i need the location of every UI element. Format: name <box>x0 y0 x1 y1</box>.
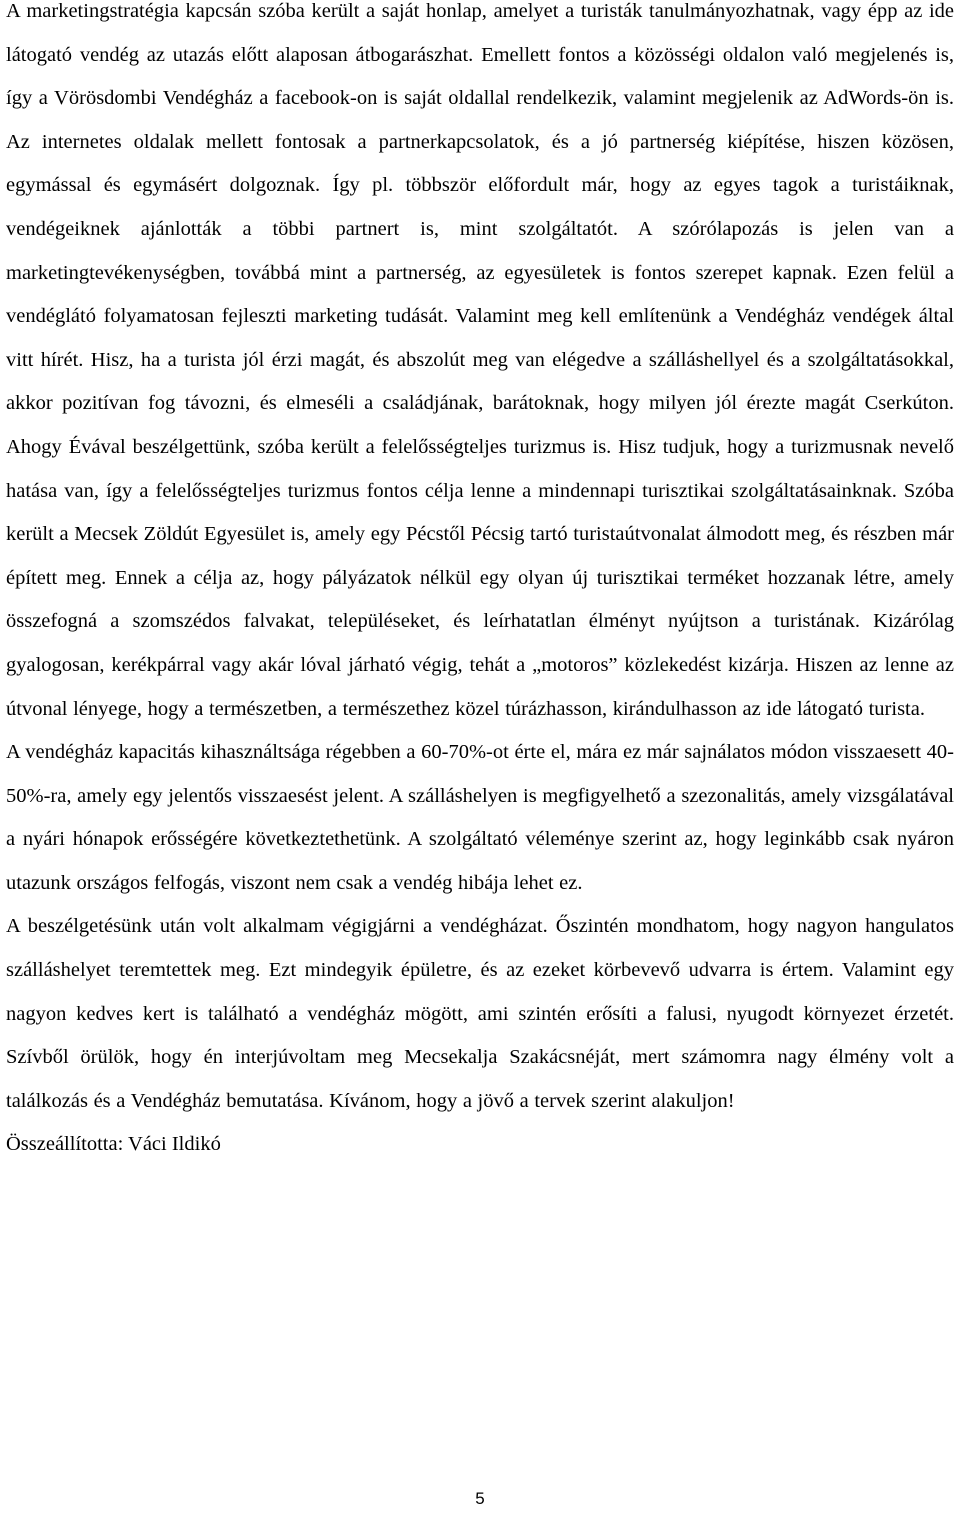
document-page <box>6 0 954 1167</box>
author-signature: Összeállította: Váci Ildikó <box>6 1133 221 1156</box>
paragraph-capacity: A vendégház kapacitás kihasználtsága régebben a 60-70%-ot érte el, mára ez már sajnálatos módon visszaesett 40-50%-ra, amely egy jelentős visszaesést jelent. A szálláshelyen is megfigyelhető a szezonalitás, amely vizsgálatával a nyári hónapok erősségére következtethetünk. A szolgáltató véleménye szerint az, hogy leginkább csak nyáron utazunk országos felfogás, viszont nem csak a vendég hibája lehet ez. <box>6 741 954 894</box>
paragraph-marketing: A marketingstratégia kapcsán szóba került a saját honlap, amelyet a turisták tanulmányozhatnak, vagy épp az ide látogató vendég az utazás előtt alaposan átbogarászhat. Emellett fontos a közösségi oldalon való megjelenés is, így a Vörösdombi Vendégház a facebook-on is saját oldallal rendelkezik, valamint megjelenik az AdWords-ön is. Az internetes oldalak mellett fontosak a partnerkapcsolatok, és a jó partnerség kiépítése, hiszen közösen, egymással és egymásért dolgoznak. Így pl. többször előfordult már, hogy az egyes tagok a turistáiknak, vendégeiknek ajánlották a többi partnert is, mint szolgáltatót. A szórólapozás is jelen van a marketingtevékenységben, továbbá mint a partnerség, az egyesületek is fontos szerepet kapnak. Ezen felül a vendéglátó folyamatosan fejleszti marketing tudását. Valamint meg kell említenünk a Vendégház vendégek által vitt hírét. Hisz, ha a turista jól érzi magát, és abszolút meg van elégedve a szálláshellyel és a szolgáltatásokkal, akkor pozitívan fog távozni, és elmeséli a családjának, barátoknak, hogy milyen jól érezte magát Cserkúton. Ahogy Évával beszélgettünk, szóba került a felelősségteljes turizmus is. Hisz tudjuk, hogy a turizmusnak nevelő hatása van, így a felelősségteljes turizmus fontos célja lenne a mindennapi turisztikai szolgáltatásainknak. Szóba került a Mecsek Zöldút Egyesület is, amely egy Pécstől Pécsig tartó turistaútvonalat álmodott meg, és részben már épített meg. Ennek a célja az, hogy pályázatok nélkül egy olyan új turisztikai terméket hozzanak létre, amely összefogná a szomszédos falvakat, településeket, és leírhatatlan élményt nyújtson a turistának. Kizárólag gyalogosan, kerékpárral vagy akár lóval járható végig, tehát a „motoros” közlekedést kizárja. Hiszen az lenne az útvonal lényege, hogy a természetben, a természethez közel túrázhasson, kirándulhasson az ide látogató turista. <box>6 0 954 720</box>
page-number: 5 <box>475 1489 485 1508</box>
paragraph-visit: A beszélgetésünk után volt alkalmam végigjárni a vendégházat. Őszintén mondhatom, hogy nagyon hangulatos szálláshelyet teremtettek meg. Ezt mindegyik épületre, és az ezeket körbevevő udvarra is értem. Valamint egy nagyon kedves kert is található a vendégház mögött, ami szintén erősíti a falusi, nyugodt környezet érzetét. Szívből örülök, hogy én interjúvoltam meg Mecsekalja Szakácsnéját, mert számomra nagy élmény volt a találkozás és a Vendégház bemutatása. Kívánom, hogy a jövő a tervek szerint alakuljon! <box>6 915 954 1112</box>
